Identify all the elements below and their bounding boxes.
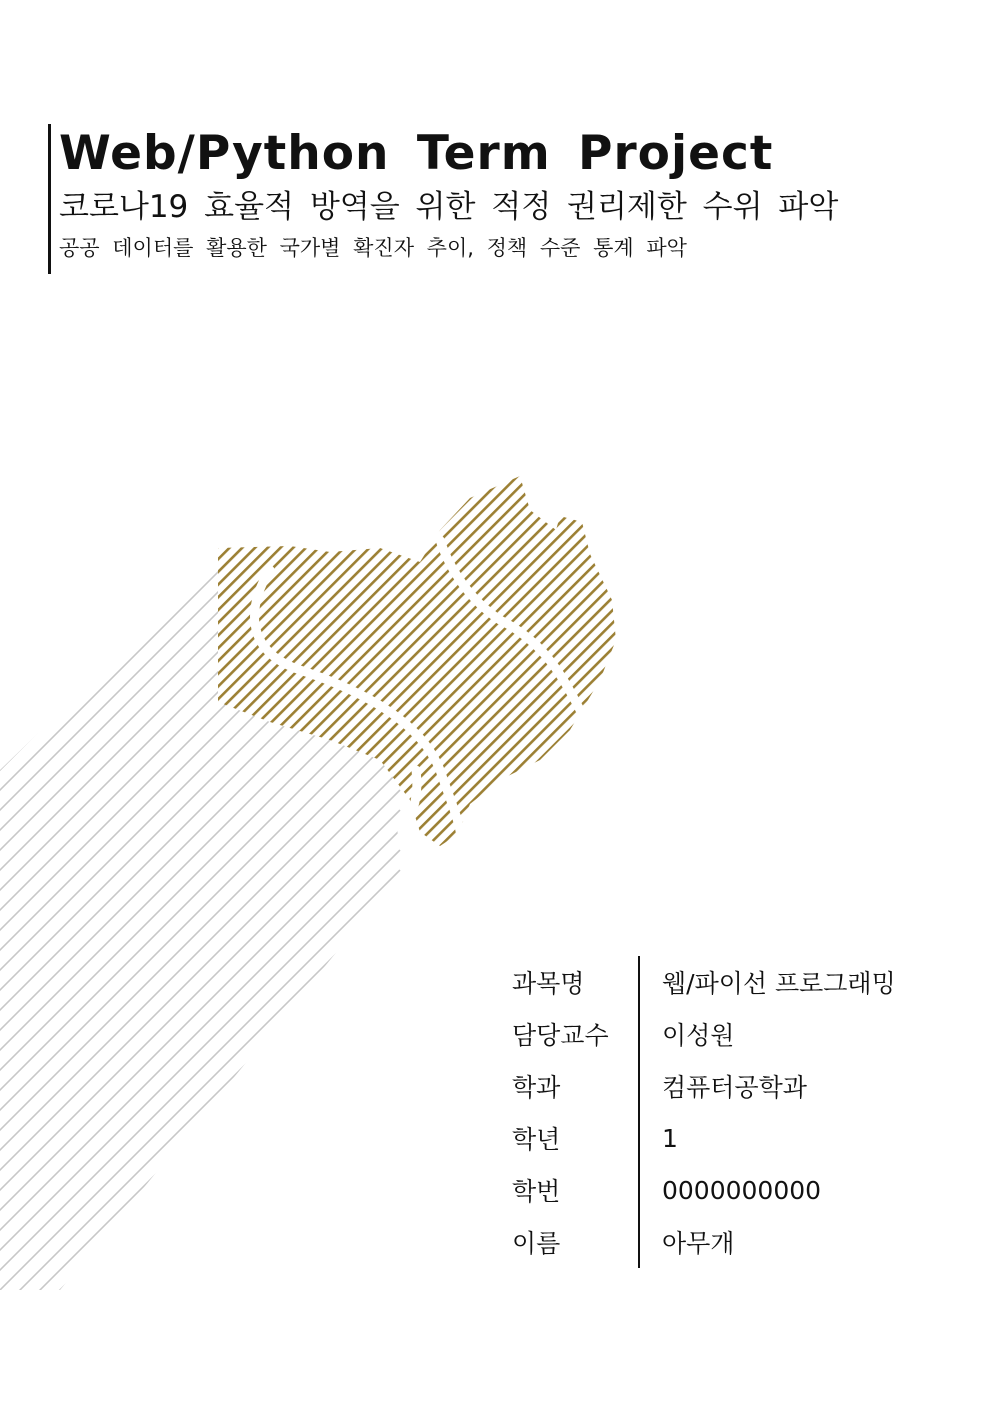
document-description: 공공 데이터를 활용한 국가별 확진자 추이, 정책 수준 통계 파악 xyxy=(59,236,687,260)
info-row-professor xyxy=(512,1008,896,1060)
title-block xyxy=(48,124,838,274)
info-table xyxy=(512,956,896,1268)
document-title: Web/Python Term Project xyxy=(59,126,774,181)
info-label: 학년 xyxy=(512,1125,561,1154)
info-value: 1 xyxy=(662,1123,678,1153)
document-subtitle: 코로나19 효율적 방역을 위한 적정 권리제한 수위 파악 xyxy=(59,189,839,225)
info-value: 컴퓨터공학과 xyxy=(662,1073,807,1102)
info-value: 0000000000 xyxy=(662,1175,822,1205)
info-label: 학번 xyxy=(512,1177,561,1206)
info-value: 이성원 xyxy=(662,1021,735,1050)
info-value: 아무개 xyxy=(662,1229,735,1258)
info-row-course xyxy=(512,956,896,1008)
info-label: 과목명 xyxy=(512,969,585,998)
info-row-grade xyxy=(512,1112,896,1164)
info-row-department xyxy=(512,1060,896,1112)
info-row-student-id xyxy=(512,1164,896,1216)
info-value: 웹/파이선 프로그래밍 xyxy=(662,969,896,998)
info-label: 담당교수 xyxy=(512,1021,609,1050)
info-label: 이름 xyxy=(512,1229,561,1258)
info-row-name xyxy=(512,1216,896,1268)
info-label: 학과 xyxy=(512,1073,561,1102)
info-divider xyxy=(638,956,640,1268)
